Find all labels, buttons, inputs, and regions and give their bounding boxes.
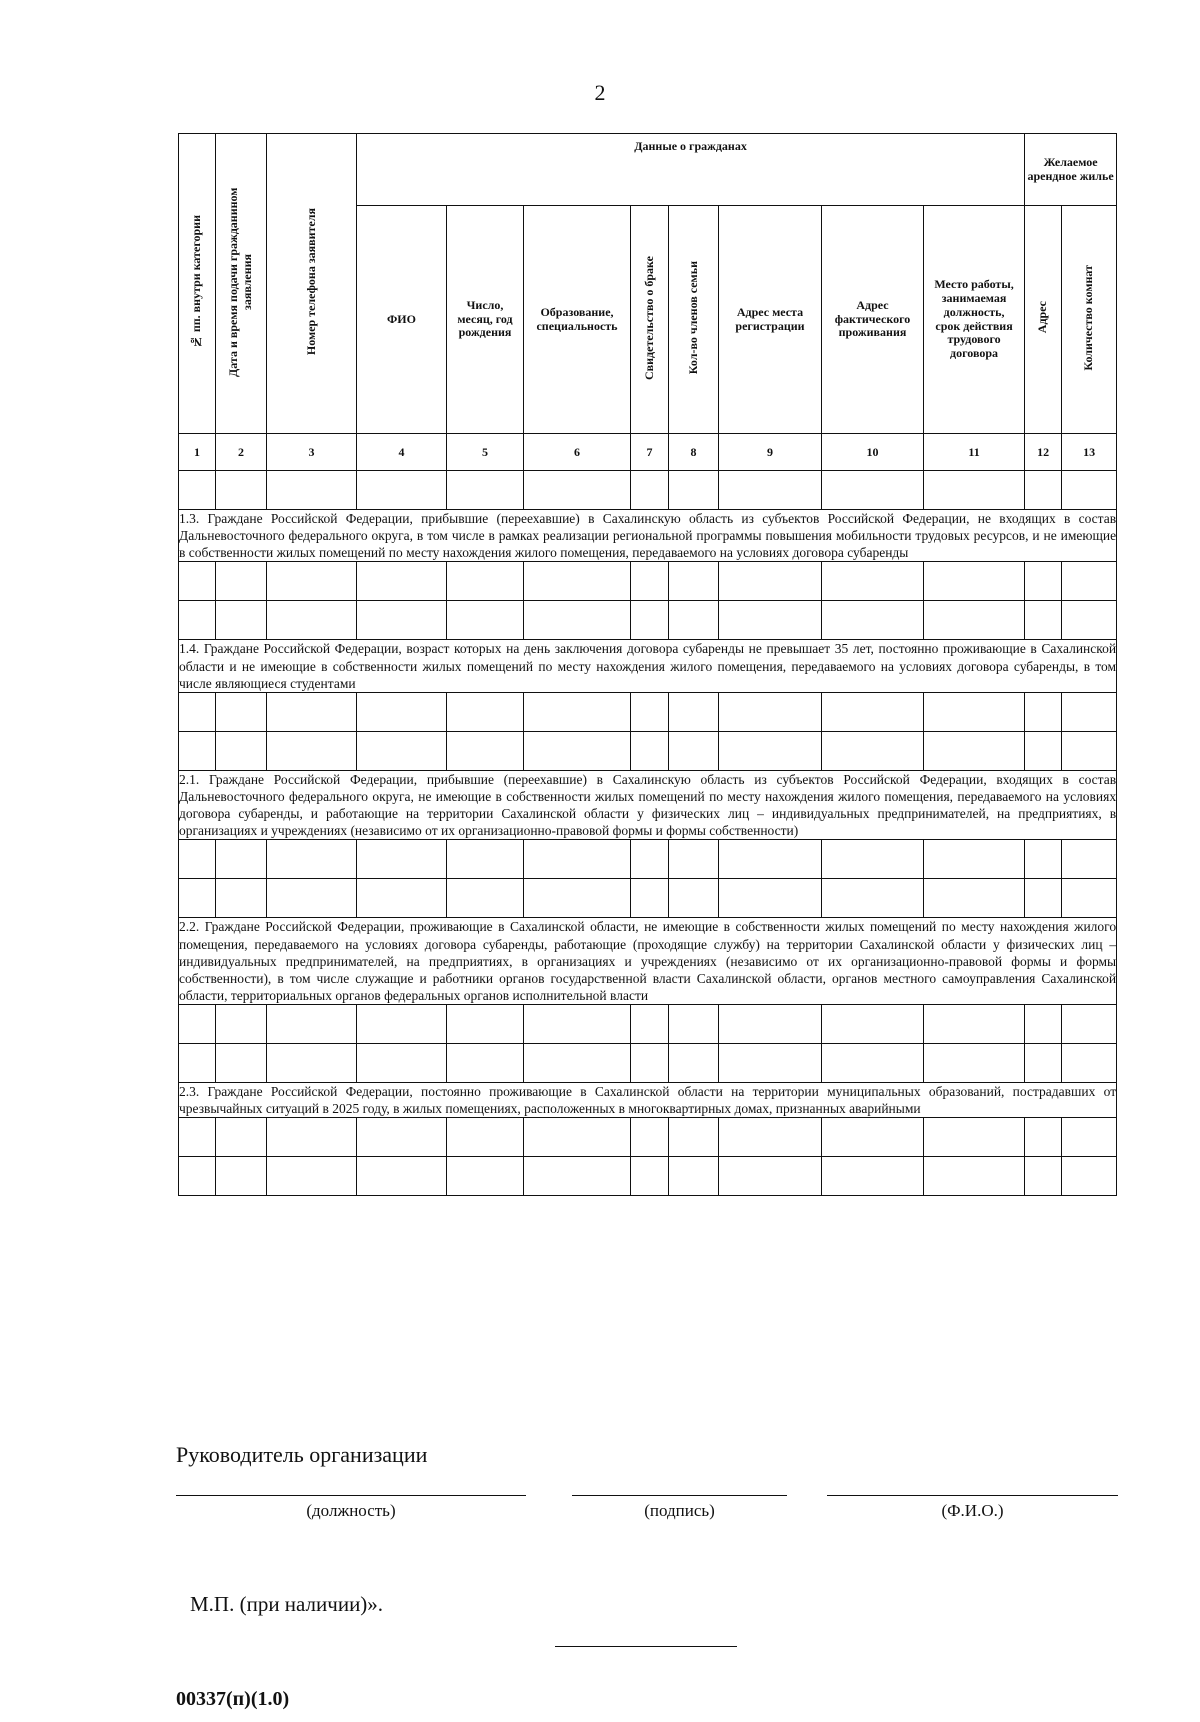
- header-col-13: Количество комнат: [1062, 206, 1117, 434]
- column-number: 1: [179, 434, 216, 471]
- header-citizens-data: Данные о гражданах: [357, 134, 1025, 206]
- column-number: 5: [447, 434, 524, 471]
- column-number: 7: [631, 434, 669, 471]
- header-col-12: Адрес: [1025, 206, 1062, 434]
- table-row: [179, 731, 1117, 770]
- name-caption: (Ф.И.О.): [941, 1501, 1004, 1520]
- header-col-4: ФИО: [357, 206, 447, 434]
- document-code: 00337(п)(1.0): [176, 1688, 290, 1710]
- section-2-3-heading: 2.3. Граждане Российской Федерации, постоянно проживающие в Сахалинской области на территории муниципальных образований, пострадавших от чрезвычайных ситуаций в 2025 году, в жилых помещениях, расположенных в многоквартирных домах, признанных аварийными: [179, 1084, 1117, 1117]
- table-row: [179, 1005, 1117, 1044]
- table-row: [179, 692, 1117, 731]
- header-col-1: № пп. внутри категории: [179, 134, 216, 434]
- table-row: [179, 471, 1117, 510]
- section-1-3-heading: 1.3. Граждане Российской Федерации, прибывшие (переехавшие) в Сахалинскую область из субъектов Российской Федерации, не входящих в состав Дальневосточного федерального округа, в том числе в рамках реализации региональной программы повышения мобильности трудовых ресурсов, и не имеющие в собственности жилых помещений по месту нахождения жилого помещения, передаваемого на условиях договора субаренды: [179, 511, 1117, 561]
- column-number: 11: [924, 434, 1025, 471]
- column-number: 2: [216, 434, 267, 471]
- column-number: 10: [822, 434, 924, 471]
- column-number: 8: [669, 434, 719, 471]
- table-row: [179, 840, 1117, 879]
- header-col-11: Место работы, занимаемая должность, срок действия трудового договора: [924, 206, 1025, 434]
- header-col-6: Образование, специальность: [524, 206, 631, 434]
- table-row: [179, 1044, 1117, 1083]
- table-row: [179, 1157, 1117, 1196]
- page-number: 2: [594, 80, 606, 105]
- table-row: [179, 562, 1117, 601]
- column-number: 12: [1025, 434, 1062, 471]
- table-row: [179, 1118, 1117, 1157]
- table-row: [179, 601, 1117, 640]
- header-col-7: Свидетельство о браке: [631, 206, 669, 434]
- signature-line: [572, 1495, 787, 1496]
- column-number: 6: [524, 434, 631, 471]
- header-col-3: Номер телефона заявителя: [267, 134, 357, 434]
- position-line: [176, 1495, 526, 1496]
- header-col-9: Адрес места регистрации: [719, 206, 822, 434]
- column-number: 13: [1062, 434, 1117, 471]
- end-of-document-line: [555, 1646, 737, 1647]
- section-2-2-heading: 2.2. Граждане Российской Федерации, проживающие в Сахалинской области, не имеющие в собственности жилых помещений по месту нахождения жилого помещения, передаваемого на условиях договора субаренды, работающие (проходящие службу) на территории Сахалинской области у физических лиц – индивидуальных предпринимателей, на предприятиях, в организациях и учреждениях (независимо от их организационно-правовой формы и формы собственности), в том числе служащие и работники органов государственной власти Сахалинской области, органов местного самоуправления Сахалинской области, территориальных органов федеральных органов исполнительной власти: [179, 919, 1117, 1003]
- name-line: [827, 1495, 1118, 1496]
- column-number-row: [179, 434, 1117, 471]
- column-number: 9: [719, 434, 822, 471]
- header-col-8: Кол-во членов семьи: [669, 206, 719, 434]
- column-number: 4: [357, 434, 447, 471]
- stamp-note: М.П. (при наличии)».: [190, 1592, 384, 1616]
- header-desired-housing: Желаемое арендное жилье: [1025, 134, 1117, 206]
- header-col-2: Дата и время подачи гражданином заявления: [216, 134, 267, 434]
- column-number: 3: [267, 434, 357, 471]
- section-1-4-heading: 1.4. Граждане Российской Федерации, возраст которых на день заключения договора субаренды не превышает 35 лет, постоянно проживающие в Сахалинской области и не имеющие в собственности жилых помещений по месту нахождения жилого помещения, передаваемого на условиях договора субаренды, в том числе являющиеся студентами: [179, 641, 1117, 691]
- signature-title: Руководитель организации: [176, 1442, 428, 1467]
- header-col-10: Адрес фактического проживания: [822, 206, 924, 434]
- header-col-5: Число, месяц, год рождения: [447, 206, 524, 434]
- signature-caption: (подпись): [644, 1501, 715, 1520]
- position-caption: (должность): [306, 1501, 396, 1520]
- section-2-1-heading: 2.1. Граждане Российской Федерации, прибывшие (переехавшие) в Сахалинскую область из субъектов Российской Федерации, входящих в состав Дальневосточного федерального округа, не имеющие в собственности жилых помещений по месту нахождения жилого помещения, передаваемого на условиях договора субаренды, и работающие на территории Сахалинской области у физических лиц – индивидуальных предпринимателей, на предприятиях, в организациях и учреждениях (независимо от их организационно-правовой формы и формы собственности): [179, 771, 1117, 839]
- citizens-data-table: [178, 133, 1117, 1196]
- table-row: [179, 879, 1117, 918]
